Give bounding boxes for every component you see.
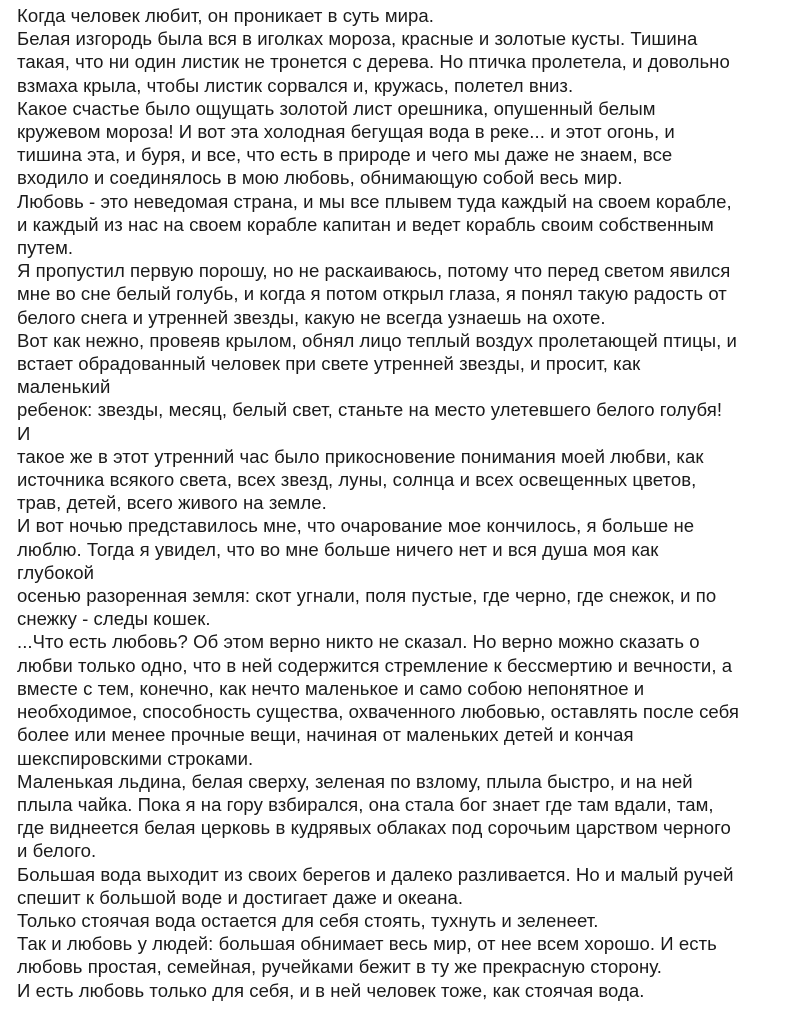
text-line: любви только одно, что в ней содержится стремление к бессмертию и вечности, а [17, 654, 733, 676]
text-line: спешит к большой воде и достигает даже и океана. [17, 886, 464, 908]
text-line: Белая изгородь была вся в иголках мороза, красные и золотые кусты. Тишина [17, 28, 698, 50]
text-line: кружевом мороза! И вот эта холодная бегущая вода в реке... и этот огонь, и [17, 121, 675, 143]
text-line: любовь простая, семейная, ручейками бежит в ту же прекрасную сторону. [17, 956, 662, 978]
text-line: и каждый из нас на своем корабле капитан и ведет корабль своим собственным [17, 213, 714, 235]
text-line: мне во сне белый голубь, и когда я потом открыл глаза, я понял такую радость от [17, 283, 727, 305]
text-line: Какое счастье было ощущать золотой лист орешника, опушенный белым [17, 97, 656, 119]
text-line: встает обрадованный человек при свете утренней звезды, и просит, как [17, 353, 641, 375]
text-line: глубокой [17, 561, 95, 583]
text-line: входило и соединялось в мою любовь, обнимающую собой весь мир. [17, 167, 623, 189]
text-line: взмаха крыла, чтобы листик сорвался и, кружась, полетел вниз. [17, 74, 574, 96]
text-line: такая, что ни один листик не тронется с дерева. Но птичка пролетела, и довольно [17, 51, 730, 73]
text-line: вместе с тем, конечно, как нечто маленькое и само собою непонятное и [17, 677, 645, 699]
text-line: более или менее прочные вещи, начиная от маленьких детей и кончая [17, 724, 634, 746]
text-line: где виднеется белая церковь в кудрявых облаках под сорочьим царством черного [17, 817, 731, 839]
text-line: снежку - следы кошек. [17, 608, 211, 630]
text-line: такое же в этот утренний час было прикосновение понимания моей любви, как [17, 445, 704, 467]
text-line: И есть любовь только для себя, и в ней человек тоже, как стоячая вода. [17, 979, 645, 1001]
text-line: ...Что есть любовь? Об этом верно никто не сказал. Но верно можно сказать о [17, 631, 700, 653]
text-line: люблю. Тогда я увидел, что во мне больше ничего нет и вся душа моя как [17, 538, 659, 560]
text-line: осенью разоренная земля: скот угнали, поля пустые, где черно, где снежок, и по [17, 585, 717, 607]
text-line: Когда человек любит, он проникает в суть мира. [17, 5, 434, 26]
text-line: И [17, 422, 31, 444]
text-line: Так и любовь у людей: большая обнимает весь мир, от нее всем хорошо. И есть [17, 933, 717, 955]
text-line: трав, детей, всего живого на земле. [17, 492, 327, 514]
text-line: тишина эта, и буря, и все, что есть в природе и чего мы даже не знаем, все [17, 144, 673, 166]
text-line: маленький [17, 376, 111, 398]
text-page [17, 4, 805, 1002]
text-line: Вот как нежно, провеяв крылом, обнял лицо теплый воздух пролетающей птицы, и [17, 329, 737, 351]
text-line: И вот ночью представилось мне, что очарование мое кончилось, я больше не [17, 515, 695, 537]
text-line: Большая вода выходит из своих берегов и далеко разливается. Но и малый ручей [17, 863, 734, 885]
text-line: Я пропустил первую порошу, но не раскаиваюсь, потому что перед светом явился [17, 260, 731, 282]
text-line: источника всякого света, всех звезд, луны, солнца и всех освещенных цветов, [17, 469, 697, 491]
text-line: Только стоячая вода остается для себя стоять, тухнуть и зеленеет. [17, 909, 599, 931]
text-line: шекспировскими строками. [17, 747, 254, 769]
text-line: и белого. [17, 840, 97, 862]
text-line: ребенок: звезды, месяц, белый свет, станьте на место улетевшего белого голубя! [17, 399, 723, 421]
text-line: путем. [17, 237, 74, 259]
text-line: плыла чайка. Пока я на гору взбирался, она стала бог знает где там вдали, там, [17, 793, 714, 815]
text-line: Маленькая льдина, белая сверху, зеленая по взлому, плыла быстро, и на ней [17, 770, 693, 792]
text-line: белого снега и утренней звезды, какую не всегда узнаешь на охоте. [17, 306, 606, 328]
text-line: Любовь - это неведомая страна, и мы все плывем туда каждый на своем корабле, [17, 190, 732, 212]
text-line: необходимое, способность существа, охваченного любовью, оставлять после себя [17, 701, 739, 723]
